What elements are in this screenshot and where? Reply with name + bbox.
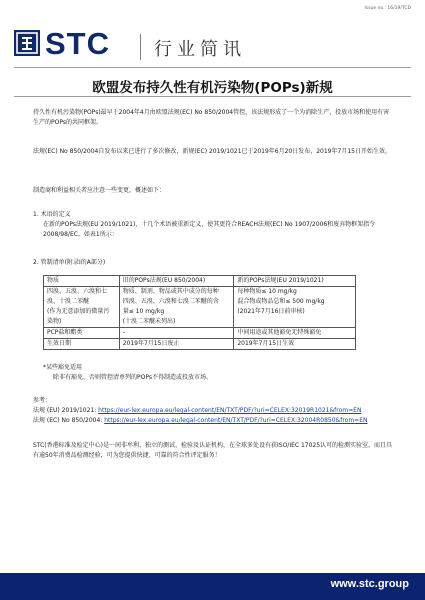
table-header-row [44,276,356,287]
table-cell: 生效日期 [44,339,120,350]
logo-text: STC [45,26,110,61]
cell-line: 染物) [47,318,62,325]
paragraph-2 [33,147,393,157]
table-cell: 中间用途或其他豁免无特殊豁免 [234,328,356,339]
brief-label: 行业简讯 [154,39,246,60]
table-cell: - [119,328,234,339]
table-note: *某些豁免适用 [43,364,83,371]
para3-text: 制造商和利益相关者应注意一些变更，概述如下： [33,187,166,194]
refs-label: 参考： [33,397,52,404]
table-row [44,287,356,328]
cell-line: 溴、十溴二苯醚 [47,298,90,305]
stc-logo-icon [14,30,40,56]
table-cell [234,287,356,328]
ref-prefix: 法规 (EU) 2019/1021: [33,407,99,414]
header-divider [140,34,141,60]
ref-link[interactable]: https://eur-lex.europa.eu/legal-content/EN/TXT/PDF/?uri=CELEX:32004R0850&from=EN [104,417,368,424]
footer-bar [0,573,425,600]
table-cell: 2019年7月15日生效 [234,339,356,350]
intro-text: 持久性有机污染物(POPs)最早于2004年4月由欧盟法规(EC) No 850/2004管控，该法规形成了一个为消除生产、投放市场和使用有害生产的POPs的共同框架。 [33,109,390,126]
table-notes [43,363,403,383]
cell-line: 四溴、五溴、六溴和七溴二苯醚的含 [122,298,219,305]
table-row [44,339,356,350]
control-list-table [43,275,356,350]
cell-line: 四溴、五溴、六溴和七 [47,288,108,295]
intro-paragraph [33,108,393,128]
cell-line: 物质、制剂、物品或其中成分的每种 [122,288,219,295]
table-row [44,328,356,339]
table-cell: PCP盐和酯类 [44,328,120,339]
section1-heading: 1. 术语的定义 [33,211,71,218]
issue-number: Issue no.: 16/19/TCD [364,6,411,11]
section1-text: 在新的POPs法规(EU 2019/1021)，十几个术语被重新定义，使其更符合REACH法规(EC) No 1907/2006和废弃物框架指令2008/98/EC。如表1所示： [43,221,376,238]
para2-text: 法规(EC) No 850/2004自发布以来已进行了多次修改，新规(EC) 2019/1021已于2019年6月20日发布，2019年7月15日开始生效。 [33,148,391,155]
page-title: 欧盟发布持久性有机污染物(POPs)新规 [92,80,333,96]
table-cell [119,287,234,328]
table-header-cell: 旧的POPs法规(EU 850/2004) [119,276,234,287]
about-paragraph [33,441,393,461]
table-header-cell: 新的POPs法规(EU 2019/1021) [234,276,356,287]
table-header-cell: 物质 [44,276,120,287]
section-1 [33,210,393,240]
ref-item [33,416,393,426]
top-rule [14,67,411,68]
references [33,396,393,426]
table-cell [44,287,120,328]
header [0,14,425,64]
section2-heading: 2. 管制清单(附录I的A部分) [33,259,106,266]
cell-line: (十溴二苯醚未列出) [122,318,176,325]
table-cell: 2019年7月15日废止 [119,339,234,350]
section-2-heading [33,258,393,268]
cell-line: (2021年7月16日前审核) [237,308,305,315]
paragraph-3 [33,186,393,196]
table-note-2: 除非有豁免，否则管控清单列的POPs不得制造或投放市场。 [53,374,212,381]
title-rule [14,96,411,97]
ref-link[interactable]: https://eur-lex.europa.eu/legal-content/EN/TXT/PDF/?uri=CELEX:32019R1021&from=EN [98,407,362,414]
ref-prefix: 法规 (EC) No 850/2004: [33,417,105,424]
cell-line: (作为无意添加的微量污 [47,308,110,315]
footer-url[interactable]: www.stc.group [330,578,409,590]
cell-line: 每种物质≤ 10 mg/kg [237,288,297,295]
cell-line: 量≤ 10 mg/kg [122,308,165,315]
about-text: STC(香港标准及检定中心)是一间非牟利、独立的测试、检验及认证机构，在全球多处设有获ISO/IEC 17025认可的检测实验室，而且具有逾50年消费品检测经验，可为您提供快捷、可靠的符合性评定服务！ [33,442,393,459]
cell-line: 混合物或物品总和≤ 500 mg/kg [237,298,325,305]
ref-item [33,406,393,416]
